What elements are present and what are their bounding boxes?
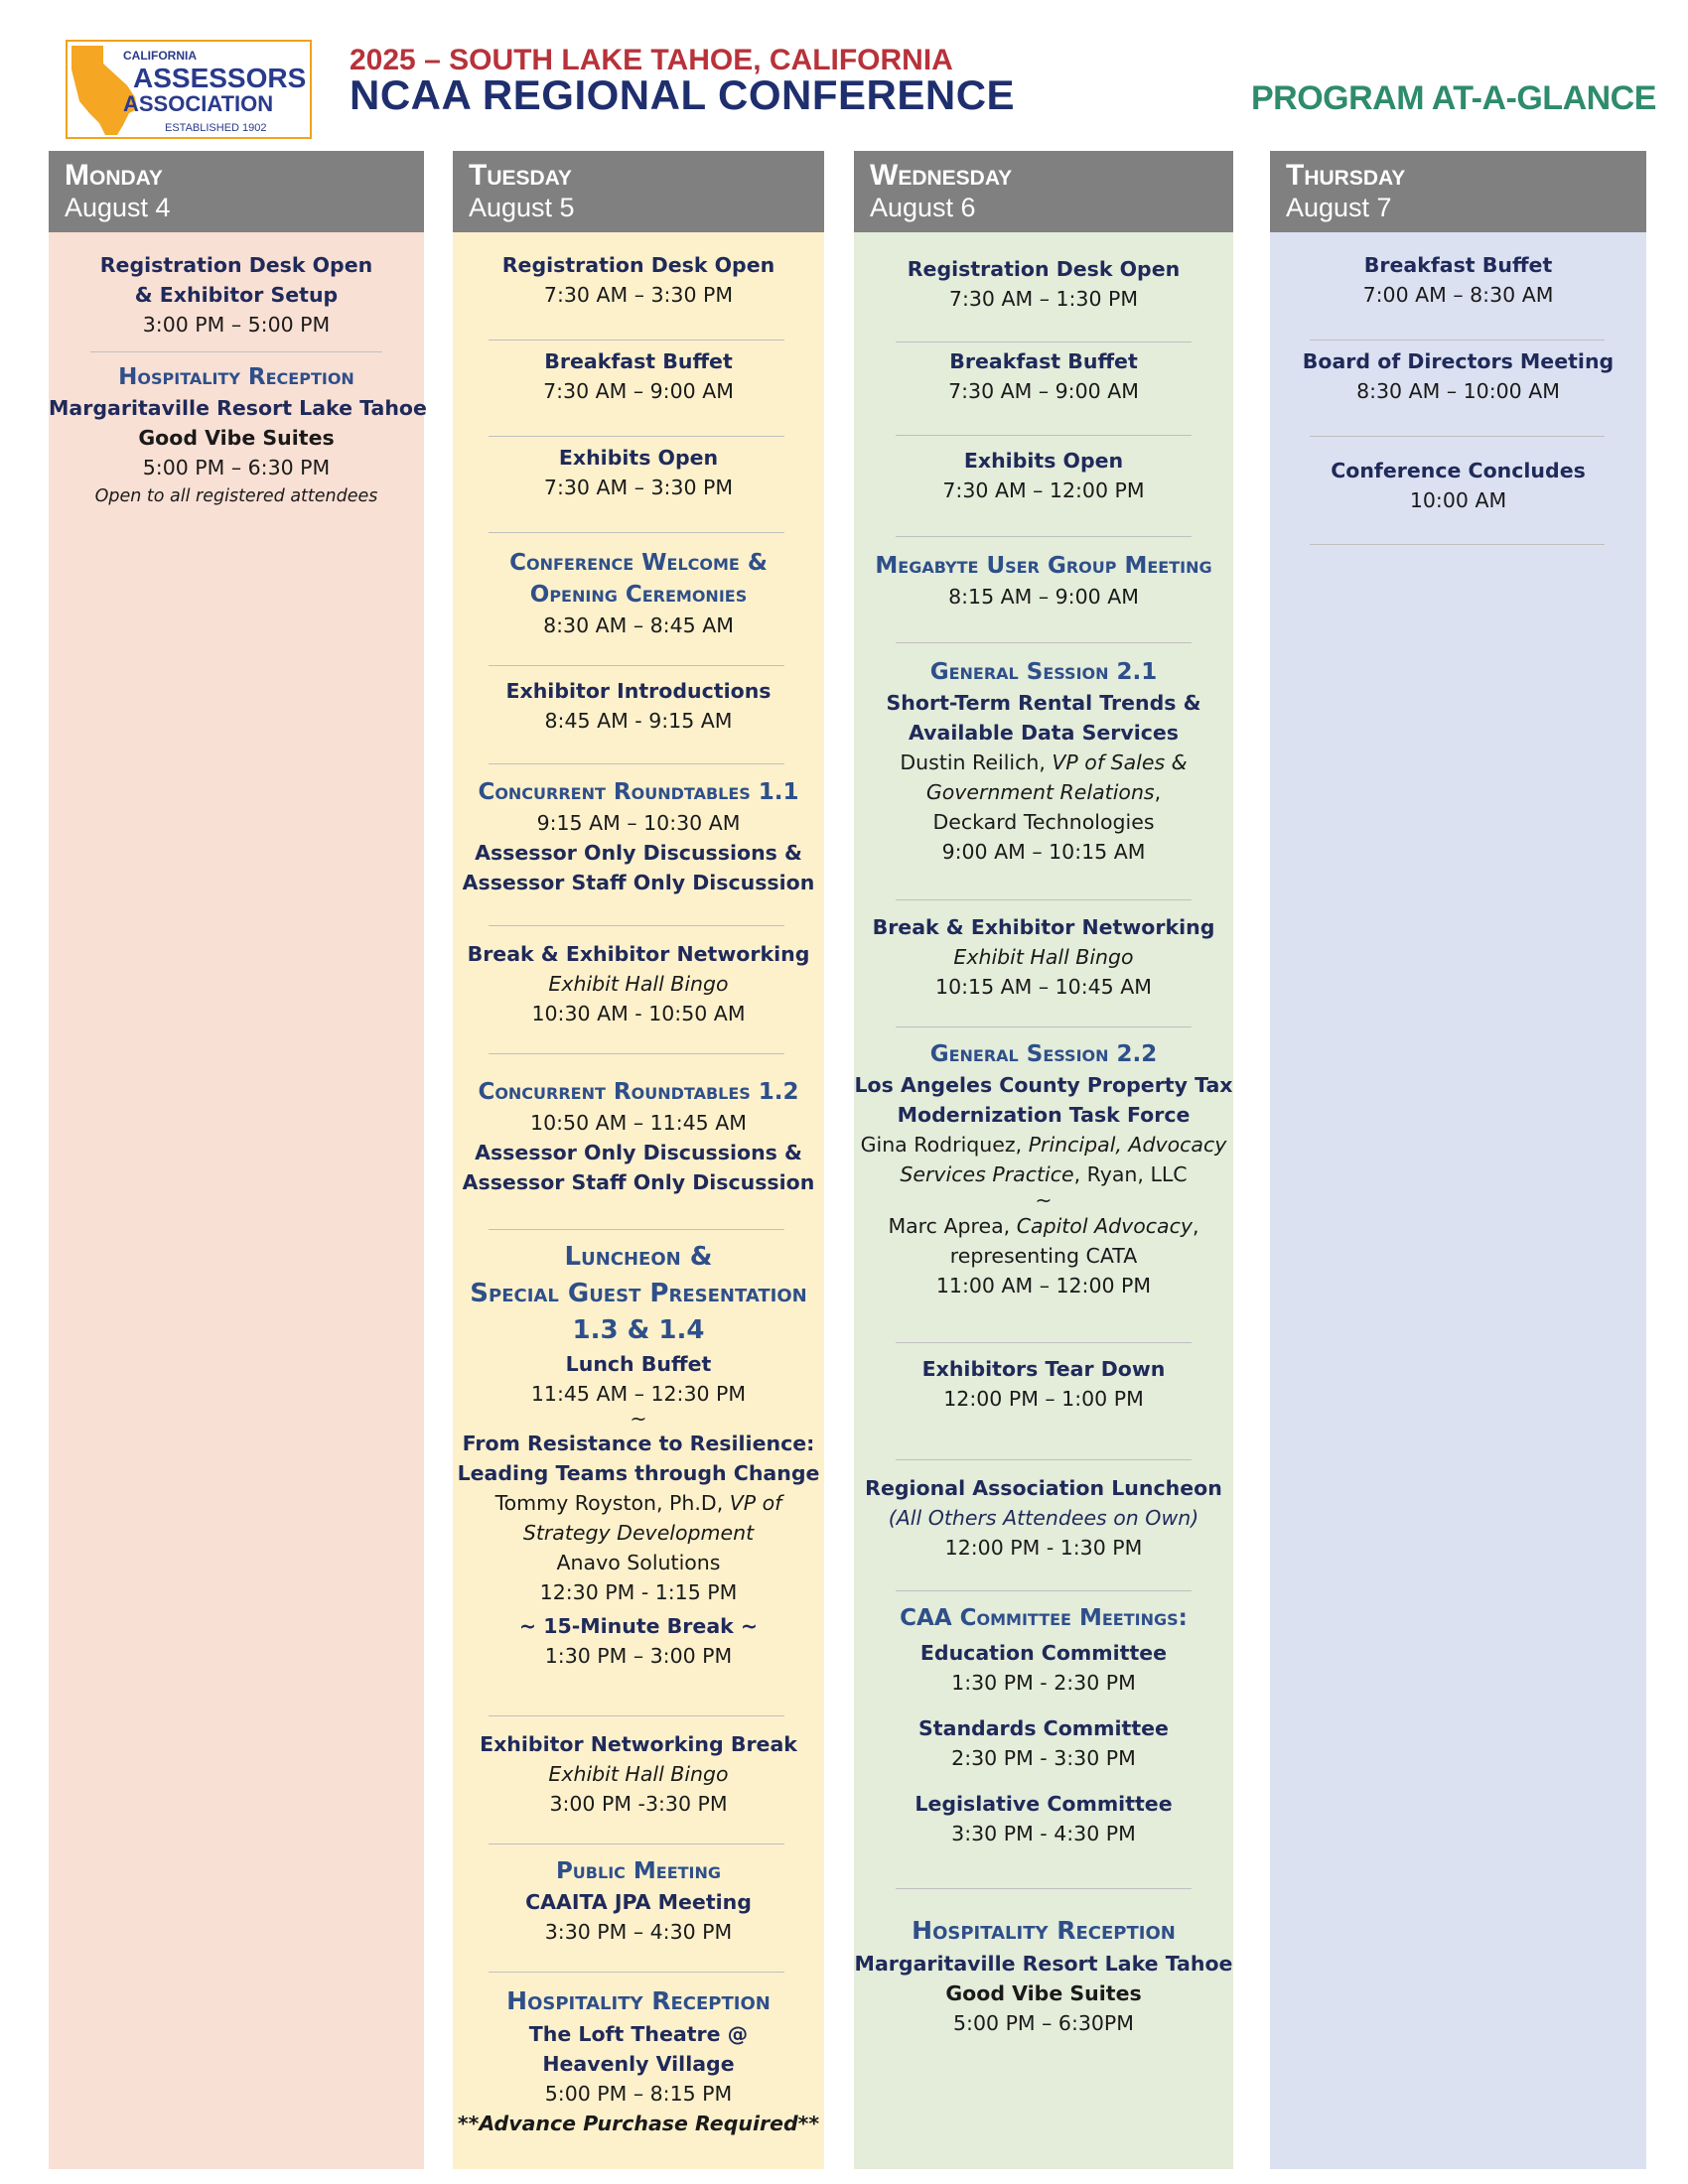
event-item <box>49 250 424 340</box>
divider <box>489 1229 784 1230</box>
divider <box>489 1053 784 1054</box>
event-item <box>453 547 824 640</box>
divider <box>1310 544 1605 545</box>
event-subtitle: Exhibit Hall Bingo <box>953 945 1134 969</box>
event-title: & Exhibitor Setup <box>134 283 339 307</box>
event-time: 7:30 AM – 9:00 AM <box>948 379 1139 403</box>
event-item <box>453 1982 824 2138</box>
event-heading: 1.3 & 1.4 <box>572 1315 705 1345</box>
divider <box>896 1459 1192 1460</box>
event-title: Exhibitor Networking Break <box>480 1732 797 1756</box>
event-title: Break & Exhibitor Networking <box>872 915 1215 939</box>
event-time: 10:00 AM <box>1409 488 1507 512</box>
event-time: 9:00 AM – 10:15 AM <box>941 840 1146 864</box>
divider <box>1310 340 1605 341</box>
thursday-column <box>1270 151 1646 2169</box>
divider <box>1310 436 1605 437</box>
event-title: Breakfast Buffet <box>949 349 1138 373</box>
event-title: Modernization Task Force <box>897 1103 1191 1127</box>
event-item <box>453 1076 824 1197</box>
event-time: 12:00 PM – 1:00 PM <box>943 1387 1144 1411</box>
divider <box>90 351 382 352</box>
event-item <box>453 346 824 406</box>
caa-logo <box>66 40 312 139</box>
speaker-name: Tommy Royston, Ph.D, <box>494 1491 730 1515</box>
event-time: 8:30 AM – 10:00 AM <box>1356 379 1560 403</box>
event-title: Assessor Only Discussions & <box>475 1141 802 1164</box>
event-time: 7:30 AM – 1:30 PM <box>948 287 1139 311</box>
event-item <box>453 1239 824 1671</box>
event-title: Exhibits Open <box>963 449 1124 473</box>
event-time: 5:00 PM – 6:30PM <box>953 2011 1134 2035</box>
speaker-punct: , <box>1193 1214 1199 1238</box>
event-title: CAAITA JPA Meeting <box>525 1890 752 1914</box>
speaker-title: VP of Sales & <box>1052 751 1188 774</box>
divider <box>896 1888 1192 1889</box>
speaker-company: Anavo Solutions <box>556 1551 721 1574</box>
conference-title: NCAA REGIONAL CONFERENCE <box>350 71 1016 118</box>
event-heading: Special Guest Presentation <box>470 1279 807 1308</box>
event-item <box>854 1354 1233 1414</box>
event-title: Break & Exhibitor Networking <box>467 942 810 966</box>
event-heading: General Session 2.1 <box>929 659 1158 685</box>
speaker-name: Marc Aprea, <box>888 1214 1017 1238</box>
conference-subtitle: 2025 – SOUTH LAKE TAHOE, CALIFORNIA <box>350 44 953 76</box>
event-title: Registration Desk Open <box>501 253 775 277</box>
event-title: From Resistance to Resilience: <box>462 1432 815 1455</box>
event-heading: Concurrent Roundtables 1.2 <box>478 1079 799 1105</box>
divider <box>489 1715 784 1716</box>
speaker-company: representing CATA <box>949 1244 1138 1268</box>
speaker-line <box>854 748 1233 777</box>
divider <box>489 763 784 764</box>
event-title: Leading Teams through Change <box>457 1461 820 1485</box>
logo-top-text: CALIFORNIA <box>123 49 197 63</box>
monday-body <box>49 232 427 2169</box>
event-time: 10:50 AM – 11:45 AM <box>530 1111 747 1135</box>
speaker-title: Services Practice <box>900 1162 1074 1186</box>
speaker-title: Strategy Development <box>522 1521 755 1545</box>
speaker-title: Government Relations <box>925 780 1155 804</box>
speaker-title: Capitol Advocacy <box>1016 1214 1194 1238</box>
event-title: Assessor Staff Only Discussion <box>462 871 815 894</box>
event-item <box>854 656 1233 867</box>
event-time: 3:30 PM – 4:30 PM <box>544 1920 733 1944</box>
tilde-separator: ~ <box>630 1407 647 1431</box>
event-item <box>854 254 1233 314</box>
speaker-line <box>854 1130 1233 1160</box>
divider <box>896 1342 1192 1343</box>
event-location: The Loft Theatre @ <box>528 2022 749 2046</box>
logo-graphic <box>66 40 312 139</box>
event-location: Margaritaville Resort Lake Tahoe <box>49 396 427 420</box>
event-time: 11:00 AM – 12:00 PM <box>935 1274 1152 1297</box>
committee-title: Standards Committee <box>918 1716 1169 1740</box>
speaker-line <box>854 777 1233 807</box>
event-title: Exhibits Open <box>558 446 719 470</box>
event-item <box>453 1729 824 1819</box>
event-title: Assessor Only Discussions & <box>475 841 802 865</box>
tuesday-header <box>453 151 824 232</box>
speaker-name: Gina Rodriquez, <box>860 1133 1029 1157</box>
event-heading: Conference Welcome & <box>509 550 768 576</box>
event-title: Short-Term Rental Trends & <box>886 691 1201 715</box>
speaker-line <box>854 1160 1233 1189</box>
event-title: Lunch Buffet <box>565 1352 712 1376</box>
divider <box>896 435 1192 436</box>
event-time: 12:00 PM - 1:30 PM <box>944 1536 1143 1560</box>
divider <box>896 536 1192 537</box>
day-date: August 5 <box>469 192 575 222</box>
monday-header <box>49 151 424 232</box>
divider <box>489 340 784 341</box>
divider <box>896 1026 1192 1027</box>
divider <box>896 1590 1192 1591</box>
day-date: August 4 <box>65 192 171 222</box>
event-heading: Hospitality Reception <box>506 1986 771 2015</box>
event-time: 8:45 AM - 9:15 AM <box>544 709 733 733</box>
event-title: Board of Directors Meeting <box>1302 349 1615 373</box>
speaker-title: VP of <box>729 1491 782 1515</box>
event-note: **Advance Purchase Required** <box>457 2112 820 2135</box>
divider <box>489 1972 784 1973</box>
day-name: Thursday <box>1286 159 1406 192</box>
event-item <box>453 250 824 310</box>
thursday-body <box>1270 232 1646 2169</box>
event-item <box>453 676 824 736</box>
speaker-name: Dustin Reilich, <box>900 751 1053 774</box>
event-time: 5:00 PM – 8:15 PM <box>544 2082 733 2106</box>
event-subtitle: Exhibit Hall Bingo <box>548 1762 729 1786</box>
day-name: Monday <box>65 159 163 192</box>
event-time: 3:30 PM - 4:30 PM <box>951 1822 1136 1845</box>
event-location: Margaritaville Resort Lake Tahoe <box>854 1952 1233 1976</box>
divider <box>489 1843 784 1844</box>
event-heading: Opening Ceremonies <box>529 582 748 608</box>
event-time: 1:30 PM – 3:00 PM <box>544 1644 733 1668</box>
event-title: Breakfast Buffet <box>544 349 733 373</box>
divider <box>896 899 1192 900</box>
event-heading: Hospitality Reception <box>912 1916 1176 1945</box>
event-location: Heavenly Village <box>542 2052 735 2076</box>
divider <box>489 665 784 666</box>
event-title: Conference Concludes <box>1331 459 1586 482</box>
event-title: Registration Desk Open <box>99 253 373 277</box>
tuesday-body <box>453 232 824 2169</box>
divider <box>489 436 784 437</box>
day-date: August 7 <box>1286 192 1392 222</box>
speaker-title: Principal, Advocacy <box>1028 1133 1227 1157</box>
event-time: 1:30 PM - 2:30 PM <box>951 1671 1136 1695</box>
event-item <box>854 346 1233 406</box>
event-title: Los Angeles County Property Tax <box>854 1073 1233 1097</box>
speaker-company: Deckard Technologies <box>932 810 1155 834</box>
speaker-punct: , <box>1154 780 1162 804</box>
event-title: Available Data Services <box>908 721 1179 745</box>
event-time: 7:30 AM – 3:30 PM <box>543 283 734 307</box>
event-item <box>854 446 1233 505</box>
event-item <box>854 550 1233 612</box>
event-title: Assessor Staff Only Discussion <box>462 1170 815 1194</box>
event-item <box>453 443 824 502</box>
divider <box>896 341 1192 342</box>
day-name: Tuesday <box>469 159 572 192</box>
event-time: 3:00 PM – 5:00 PM <box>142 313 331 337</box>
break-label: ~ 15-Minute Break ~ <box>518 1614 759 1638</box>
event-title: Exhibitors Tear Down <box>921 1357 1166 1381</box>
event-note: Open to all registered attendees <box>94 486 378 506</box>
speaker-line <box>854 1211 1233 1241</box>
event-heading: Hospitality Reception <box>118 364 354 390</box>
event-heading: Concurrent Roundtables 1.1 <box>478 779 799 805</box>
event-subtitle: Exhibit Hall Bingo <box>548 972 729 996</box>
event-title: Regional Association Luncheon <box>865 1476 1222 1500</box>
day-name: Wednesday <box>870 159 1013 192</box>
divider <box>896 642 1192 643</box>
event-item <box>453 1855 824 1947</box>
speaker-company: , Ryan, LLC <box>1073 1162 1188 1186</box>
event-item <box>453 776 824 897</box>
day-date: August 6 <box>870 192 976 222</box>
event-time: 8:15 AM – 9:00 AM <box>948 585 1139 609</box>
event-item <box>854 912 1233 1002</box>
committee-title: Education Committee <box>919 1641 1168 1665</box>
event-item <box>1270 250 1646 310</box>
event-heading: General Session 2.2 <box>929 1041 1158 1067</box>
divider <box>489 532 784 533</box>
event-time: 7:30 AM – 3:30 PM <box>543 476 734 499</box>
event-time: 7:00 AM – 8:30 AM <box>1362 283 1554 307</box>
event-heading: CAA Committee Meetings: <box>900 1605 1188 1631</box>
logo-line2: ASSOCIATION <box>123 91 274 116</box>
event-item <box>1270 456 1646 515</box>
event-title: Exhibitor Introductions <box>505 679 772 703</box>
event-heading: Luncheon & <box>564 1242 713 1272</box>
event-time: 10:15 AM – 10:45 AM <box>935 975 1152 999</box>
tuesday-column <box>453 151 824 2169</box>
event-heading: Public Meeting <box>555 1858 722 1884</box>
event-time: 7:30 AM – 12:00 PM <box>942 478 1145 502</box>
event-item <box>854 1038 1233 1300</box>
event-title: Breakfast Buffet <box>1363 253 1553 277</box>
event-item <box>854 1912 1233 2038</box>
logo-line1: ASSESSORS <box>133 63 307 93</box>
event-location: Good Vibe Suites <box>138 426 335 450</box>
event-time: 10:30 AM - 10:50 AM <box>531 1002 746 1025</box>
divider <box>489 925 784 926</box>
event-location: Good Vibe Suites <box>945 1981 1142 2005</box>
thursday-header <box>1270 151 1646 232</box>
speaker-line <box>453 1488 824 1518</box>
event-item <box>453 939 824 1028</box>
event-time: 3:00 PM -3:30 PM <box>549 1792 728 1816</box>
wednesday-body <box>854 232 1233 2169</box>
event-item <box>854 1473 1233 1563</box>
wednesday-header <box>854 151 1233 232</box>
logo-est: ESTABLISHED 1902 <box>165 122 267 134</box>
event-time: 7:30 AM – 9:00 AM <box>543 379 734 403</box>
event-time: 12:30 PM - 1:15 PM <box>539 1580 738 1604</box>
monday-column <box>49 151 427 2169</box>
program-at-a-glance: PROGRAM AT-A-GLANCE <box>1251 79 1656 117</box>
event-heading: Megabyte User Group Meeting <box>875 553 1212 579</box>
event-time: 9:15 AM – 10:30 AM <box>536 811 741 835</box>
event-time: 2:30 PM - 3:30 PM <box>951 1746 1136 1770</box>
event-item <box>1270 346 1646 406</box>
event-time: 11:45 AM – 12:30 PM <box>530 1382 747 1406</box>
event-item <box>49 361 427 510</box>
event-subtitle: (All Others Attendees on Own) <box>888 1506 1199 1530</box>
event-title: Registration Desk Open <box>907 257 1181 281</box>
committee-title: Legislative Committee <box>914 1792 1173 1816</box>
event-time: 5:00 PM – 6:30 PM <box>142 456 331 479</box>
tilde-separator: ~ <box>1035 1188 1053 1212</box>
event-time: 8:30 AM – 8:45 AM <box>543 614 734 637</box>
wednesday-column <box>854 151 1233 2169</box>
event-item <box>854 1602 1233 1848</box>
